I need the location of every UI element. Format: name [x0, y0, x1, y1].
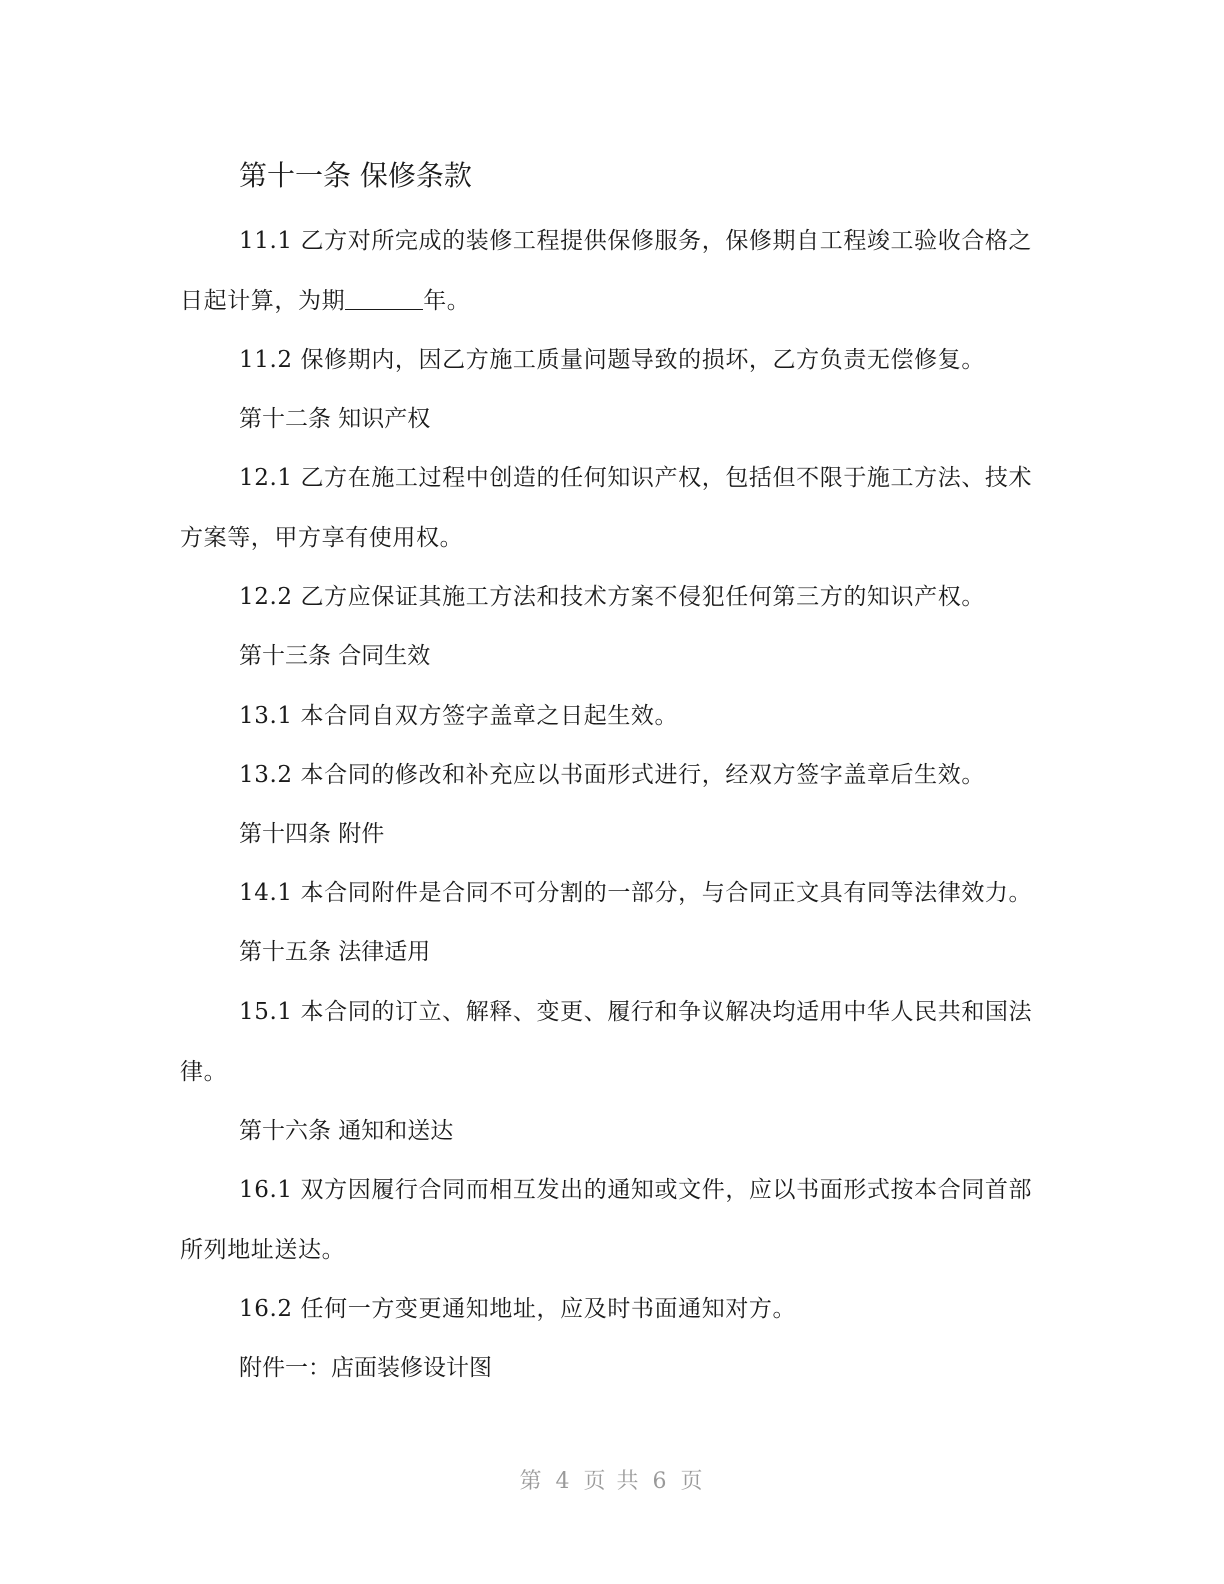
footer-suffix: 页	[680, 1469, 705, 1494]
section-heading-15: 第十五条 法律适用	[239, 939, 431, 965]
footer-current-page: 4	[555, 1469, 572, 1494]
paragraph-15-1: 15.1 本合同的订立、解释、变更、履行和争议解决均适用中华人民共和国法律。	[180, 999, 1033, 1085]
section-heading-13: 第十三条 合同生效	[239, 643, 431, 669]
section-heading-16: 第十六条 通知和送达	[239, 1118, 454, 1144]
annex-1-title: 附件一：店面装修设计图	[239, 1355, 492, 1381]
page-footer	[0, 1464, 1224, 1495]
paragraph-14-1: 14.1 本合同附件是合同不可分割的一部分，与合同正文具有同等法律效力。	[239, 880, 1033, 906]
paragraph-13-1: 13.1 本合同自双方签字盖章之日起生效。	[239, 703, 679, 729]
footer-prefix: 第	[519, 1469, 544, 1494]
paragraph-12-2: 12.2 乙方应保证其施工方法和技术方案不侵犯任何第三方的知识产权。	[239, 584, 985, 610]
paragraph-11-1-text: 11.1 乙方对所完成的装修工程提供保修服务，保修期自工程竣工验收合格之日起计算，为期	[180, 228, 1033, 314]
footer-middle: 页 共	[583, 1469, 641, 1494]
paragraph-11-1	[180, 211, 1040, 331]
section-title-11: 第十一条 保修条款	[239, 159, 472, 192]
section-heading-12: 第十二条 知识产权	[239, 406, 431, 432]
paragraph-13-2: 13.2 本合同的修改和补充应以书面形式进行，经双方签字盖章后生效。	[239, 762, 985, 788]
paragraph-16-2: 16.2 任何一方变更通知地址，应及时书面通知对方。	[239, 1296, 797, 1322]
paragraph-16-1: 16.1 双方因履行合同而相互发出的通知或文件，应以书面形式按本合同首部所列地址送达。	[180, 1177, 1033, 1263]
paragraph-11-2: 11.2 保修期内，因乙方施工质量问题导致的损坏，乙方负责无偿修复。	[239, 347, 985, 373]
section-heading-14: 第十四条 附件	[239, 821, 385, 847]
paragraph-11-1-suffix: 年。	[423, 288, 471, 314]
footer-total-pages: 6	[652, 1469, 669, 1494]
paragraph-12-1: 12.1 乙方在施工过程中创造的任何知识产权，包括但不限于施工方法、技术方案等，甲方享有使用权。	[180, 465, 1033, 551]
fill-in-blank[interactable]	[345, 289, 423, 310]
